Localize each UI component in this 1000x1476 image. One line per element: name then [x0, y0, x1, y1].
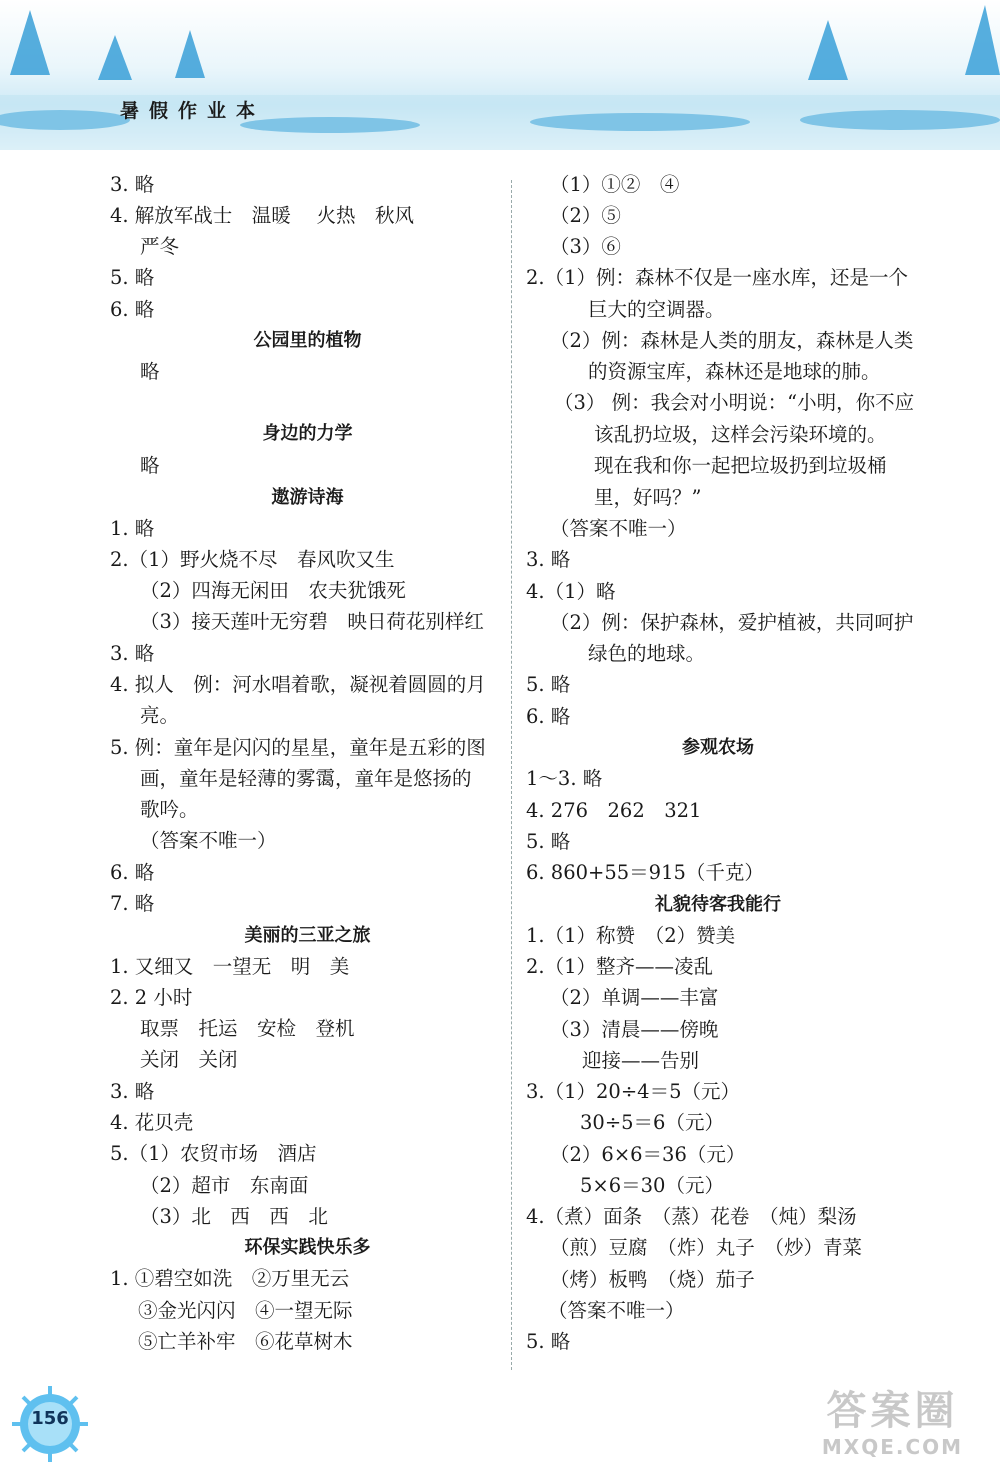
answer-line: 4. 拟人 例：河水唱着歌，凝视着圆圆的月 [110, 673, 486, 696]
watermark-url: MXQE.COM [821, 1435, 964, 1459]
answer-line: 6. 略 [526, 705, 571, 728]
answer-line: （烤）板鸭 （烧）茄子 [550, 1268, 755, 1291]
section-heading: 公园里的植物 [253, 330, 362, 351]
answer-line: 1. ①碧空如洗 ②万里无云 [110, 1267, 350, 1290]
answer-line: 3. 略 [110, 173, 155, 196]
section-heading: 环保实践快乐多 [244, 1237, 371, 1258]
answer-line: 绿色的地球。 [588, 642, 706, 665]
answer-line: 略 [140, 360, 160, 383]
answer-line: 1. 略 [110, 517, 155, 540]
answer-line: （3）北 西 西 北 [140, 1205, 328, 1228]
answer-line: 3. 略 [526, 548, 571, 571]
answer-line: （2）四海无闲田 农夫犹饿死 [140, 579, 406, 602]
answer-line: 5.（1）农贸市场 酒店 [110, 1142, 317, 1165]
answer-line: 30÷5＝6（元） [580, 1111, 724, 1134]
answer-line: （2）超市 东南面 [140, 1174, 309, 1197]
answer-line: （3）接天莲叶无穷碧 映日荷花别样红 [140, 610, 484, 633]
answer-line: 6. 略 [110, 861, 155, 884]
answer-line: 现在我和你一起把垃圾扔到垃圾桶 [594, 454, 887, 477]
answer-line: 2.（1）野火烧不尽 春风吹又生 [110, 548, 395, 571]
section-heading: 身边的力学 [262, 423, 353, 444]
answer-line: 关闭 关闭 [140, 1048, 238, 1071]
answer-line: （2）单调——丰富 [550, 986, 719, 1009]
answer-line: 5. 例：童年是闪闪的星星，童年是五彩的图 [110, 736, 486, 759]
answer-line: 5. 略 [526, 673, 571, 696]
section-heading: 参观农场 [682, 737, 754, 758]
answer-line: 5. 略 [110, 266, 155, 289]
answer-line: ⑤亡羊补牢 ⑥花草树木 [138, 1330, 353, 1353]
watermark-text: 答案圈 [826, 1388, 959, 1434]
answer-line: （3）⑥ [550, 235, 621, 258]
answer-line: 巨大的空调器。 [588, 298, 725, 321]
answer-line: （2）⑤ [550, 204, 621, 227]
section-heading: 美丽的三亚之旅 [244, 925, 371, 946]
answer-line: 的资源宝库，森林还是地球的肺。 [588, 360, 881, 383]
answer-line: 4. 花贝壳 [110, 1111, 194, 1134]
answer-line: 严冬 [140, 235, 180, 258]
answer-line: 4.（煮）面条 （蒸）花卷 （炖）梨汤 [526, 1205, 857, 1228]
page-number: 156 [31, 1408, 69, 1429]
answer-line: 3.（1）20÷4＝5（元） [526, 1080, 740, 1103]
answer-line: 4.（1）略 [526, 580, 616, 603]
answer-line: 2.（1）例：森林不仅是一座水库，还是一个 [526, 266, 909, 289]
answer-line: （2）6×6＝36（元） [550, 1143, 746, 1166]
answer-line: 4. 解放军战士 温暖 火热 秋风 [110, 204, 415, 227]
answer-line: 略 [140, 454, 160, 477]
answer-line: 6. 略 [110, 298, 155, 321]
book-title: 暑假作业本 [120, 100, 266, 122]
answer-line: 画，童年是轻薄的雾霭，童年是悠扬的 [140, 767, 472, 790]
banner-scenery [0, 0, 1000, 150]
column-divider [511, 180, 512, 1370]
answer-line: 1. 又细又 一望无 明 美 [110, 955, 350, 978]
answer-line: 1～3. 略 [526, 767, 603, 790]
section-heading: 遨游诗海 [271, 487, 344, 508]
answer-line: 7. 略 [110, 892, 155, 915]
answer-line: 3. 略 [110, 1080, 155, 1103]
page-number-badge [10, 1384, 90, 1464]
answer-line: 4. 276 262 321 [526, 799, 702, 822]
answer-line: （煎）豆腐 （炸）丸子 （炒）青菜 [550, 1236, 863, 1259]
answer-line: 亮。 [140, 704, 180, 727]
answer-line: ③金光闪闪 ④一望无际 [138, 1299, 353, 1322]
answer-line: （答案不唯一） [548, 1299, 685, 1322]
answer-line: 2. 2 小时 [110, 986, 193, 1009]
answer-line: 5. 略 [526, 1330, 571, 1353]
answer-line: 1.（1）称赞 （2）赞美 [526, 924, 736, 947]
answer-line: （3）清晨——傍晚 [550, 1018, 719, 1041]
answer-line: 6. 860+55＝915（千克） [526, 861, 764, 884]
answer-line: 迎接——告别 [582, 1049, 700, 1072]
watermark [800, 1388, 985, 1468]
section-heading: 礼貌待客我能行 [655, 894, 781, 915]
answer-line: （2）例：森林是人类的朋友，森林是人类 [550, 329, 914, 352]
answer-line: 5×6＝30（元） [580, 1174, 724, 1197]
answer-line: 2.（1）整齐——凌乱 [526, 955, 714, 978]
answer-line: （答案不唯一） [550, 517, 687, 540]
answer-line: 5. 略 [526, 830, 571, 853]
answer-line: （3） 例：我会对小明说：“小明，你不应 [554, 391, 915, 414]
answer-line: （答案不唯一） [140, 829, 277, 852]
answer-line: 取票 托运 安检 登机 [140, 1017, 355, 1040]
answer-line: （1）①② ④ [550, 173, 680, 196]
header-banner [0, 0, 1000, 150]
answer-line: （2）例：保护森林，爱护植被，共同呵护 [550, 611, 914, 634]
answer-line: 歌吟。 [140, 798, 199, 821]
answer-line: 里，好吗？” [594, 486, 702, 509]
answer-line: 3. 略 [110, 642, 155, 665]
answer-line: 该乱扔垃圾，这样会污染环境的。 [594, 423, 887, 446]
